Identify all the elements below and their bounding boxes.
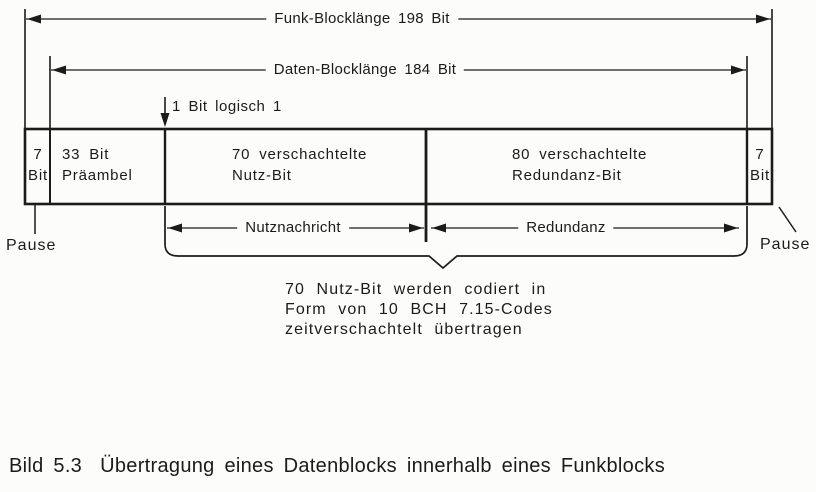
arrowhead-left-icon xyxy=(168,224,182,233)
cell-line2: Redundanz-Bit xyxy=(512,167,622,184)
daten-block-length-label: Daten-Blocklänge 184 Bit xyxy=(266,61,464,79)
arrowhead-right-icon xyxy=(731,66,745,75)
cell-line1: 70 verschachtelte xyxy=(232,146,368,163)
cell-line1: 7 xyxy=(33,146,43,163)
cell-line1: 80 verschachtelte xyxy=(512,146,648,163)
caption-number: Bild 5.3 xyxy=(9,455,83,477)
bit-marker-arrow xyxy=(161,97,170,127)
cell-guard-left xyxy=(28,144,48,186)
cell-redundanz-bit xyxy=(512,144,647,186)
cell-praeambel xyxy=(62,144,133,186)
bit-marker-label: 1 Bit logisch 1 xyxy=(172,98,282,115)
arrowhead-right-icon xyxy=(724,224,738,233)
brace-note-line1: 70 Nutz-Bit werden codiert in xyxy=(285,281,547,298)
cell-nutz-bit xyxy=(232,144,367,186)
pause-left-label: Pause xyxy=(6,237,57,254)
arrowhead-left-icon xyxy=(52,66,66,75)
pause-right-label: Pause xyxy=(760,236,811,253)
arrowhead-left-icon xyxy=(432,224,446,233)
cell-line1: 33 Bit xyxy=(62,146,110,163)
pause-right-leader xyxy=(779,207,796,232)
brace-note-line2: Form von 10 BCH 7.15-Codes xyxy=(285,301,553,318)
cell-line2: Bit xyxy=(28,167,48,184)
brace xyxy=(165,206,747,268)
arrowhead-left-icon xyxy=(27,15,41,24)
cell-line1: 7 xyxy=(755,146,765,163)
brace-note xyxy=(285,280,553,340)
funk-block-length-label: Funk-Blocklänge 198 Bit xyxy=(266,10,458,28)
cell-line2: Bit xyxy=(750,167,770,184)
cell-line2: Präambel xyxy=(62,167,133,184)
redundanz-label: Redundanz xyxy=(518,219,613,237)
arrowhead-right-icon xyxy=(756,15,770,24)
nutznachricht-label: Nutznachricht xyxy=(237,219,349,237)
caption-text: Übertragung eines Datenblocks innerhalb eines Funkblocks xyxy=(100,455,665,477)
arrowhead-down-icon xyxy=(161,113,170,127)
cell-line2: Nutz-Bit xyxy=(232,167,292,184)
figure-caption xyxy=(9,455,665,478)
arrowhead-right-icon xyxy=(409,224,423,233)
brace-note-line3: zeitverschachtelt übertragen xyxy=(285,321,523,338)
cell-guard-right xyxy=(750,144,770,186)
block-frame xyxy=(25,129,772,242)
